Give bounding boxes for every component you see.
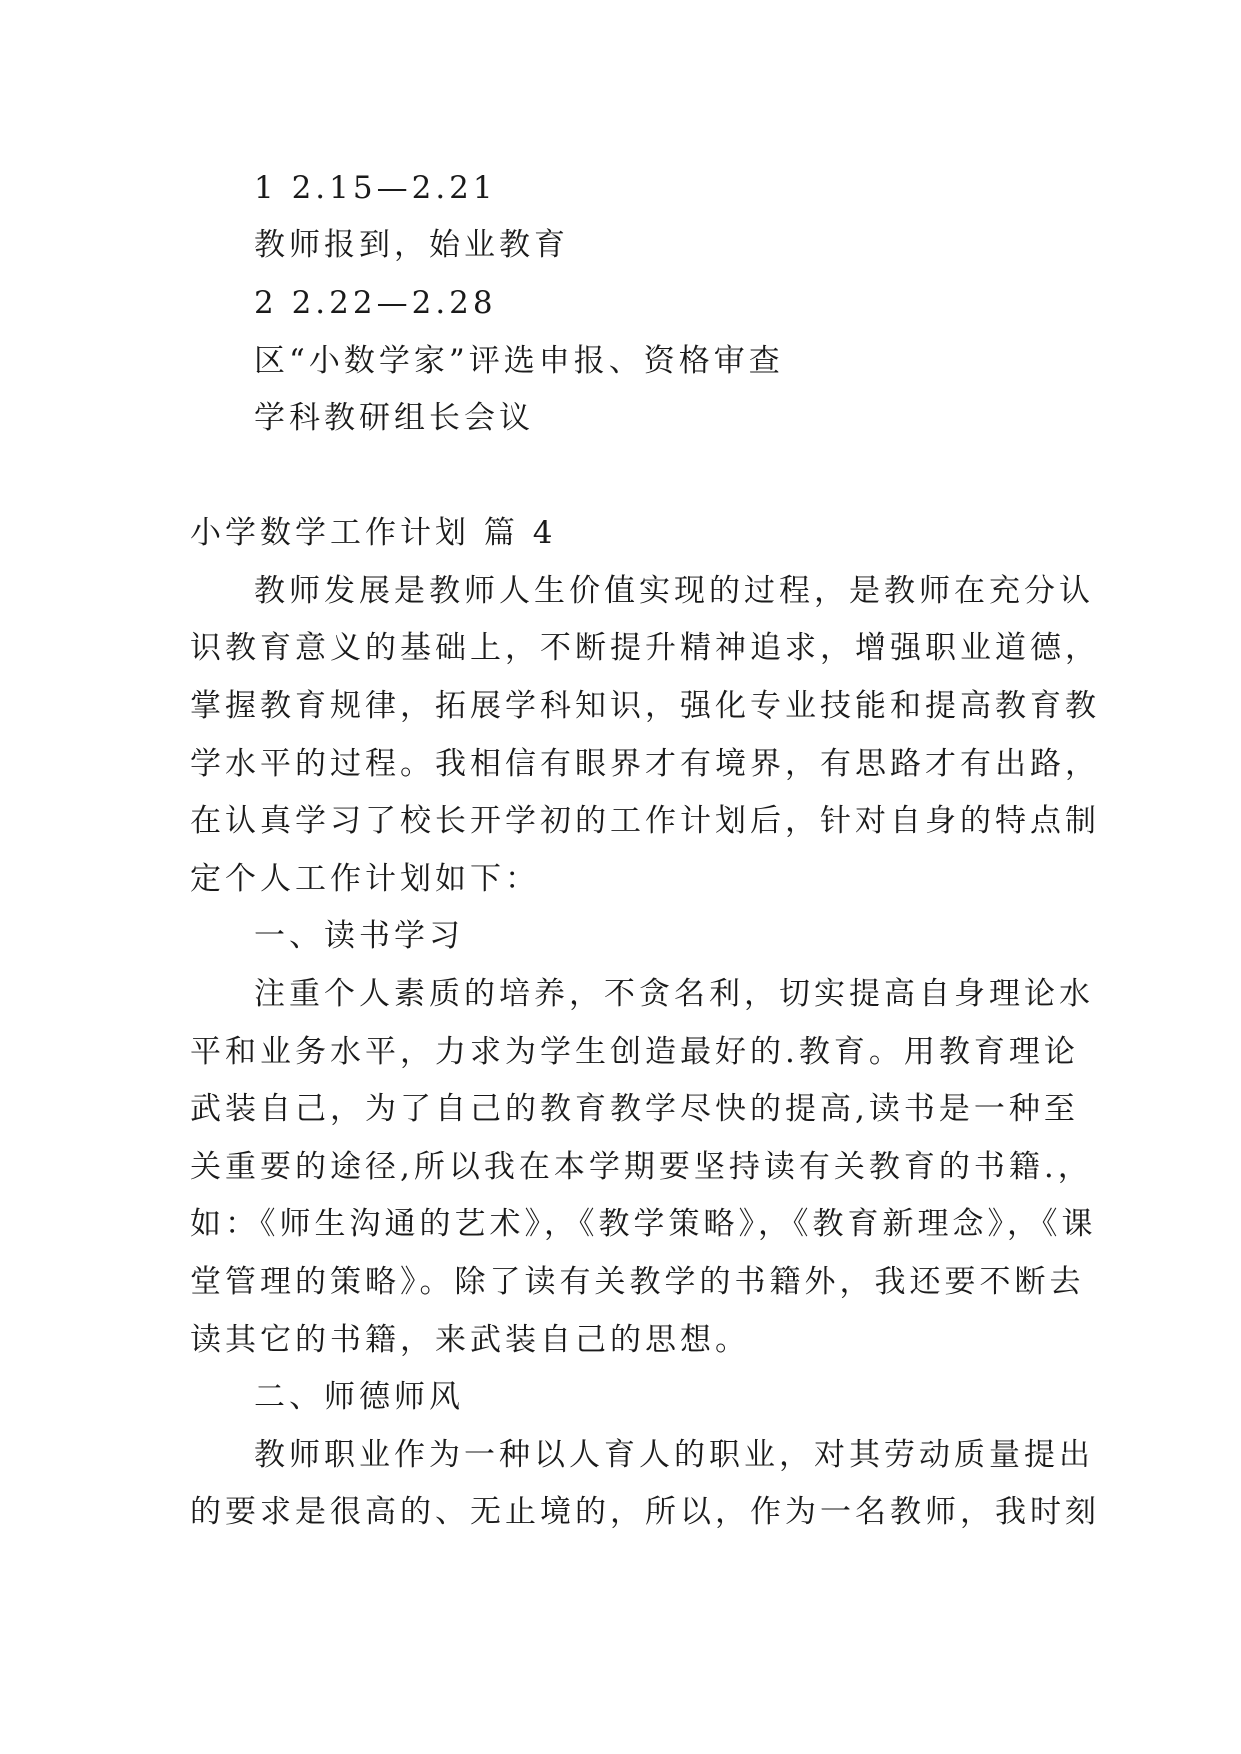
paragraph-line: 在认真学习了校长开学初的工作计划后，针对自身的特点制 [190,803,1100,839]
paragraph-line: 教师职业作为一种以人育人的职业，对其劳动质量提出 [254,1437,1094,1473]
paragraph-line: 识教育意义的基础上，不断提升精神追求，增强职业道德， [190,630,1100,666]
section-title: 小学数学工作计划 篇 4 [190,515,557,551]
schedule-week-1: 1 2.15—2.21 [254,170,497,206]
paragraph-line: 教师发展是教师人生价值实现的过程，是教师在充分认 [254,573,1094,609]
paragraph-line: 注重个人素质的培养，不贪名利，切实提高自身理论水 [254,976,1094,1012]
heading-reading: 一、读书学习 [254,918,464,954]
paragraph-line: 读其它的书籍，来武装自己的思想。 [190,1322,750,1358]
paragraph-line: 武装自己，为了自己的教育教学尽快的提高,读书是一种至 [190,1091,1079,1127]
paragraph-line: 的要求是很高的、无止境的，所以，作为一名教师，我时刻 [190,1494,1100,1530]
heading-ethics: 二、师德师风 [254,1379,464,1415]
paragraph-line: 平和业务水平，力求为学生创造最好的.教育。用教育理论 [190,1034,1079,1070]
paragraph-line: 学水平的过程。我相信有眼界才有境界，有思路才有出路， [190,746,1100,782]
paragraph-line: 如：《师生沟通的艺术》，《教学策略》，《教育新理念》，《课 [190,1206,1097,1242]
schedule-item: 教师报到，始业教育 [254,227,569,263]
paragraph-line: 定个人工作计划如下： [190,861,540,897]
schedule-week-2: 2 2.22—2.28 [254,285,497,321]
paragraph-line: 关重要的途径,所以我在本学期要坚持读有关教育的书籍.， [190,1149,1093,1185]
paragraph-line: 堂管理的策略》。除了读有关教学的书籍外，我还要不断去 [190,1264,1085,1300]
schedule-item: 学科教研组长会议 [254,400,534,436]
schedule-item: 区“小数学家”评选申报、资格审查 [254,343,784,379]
paragraph-line: 掌握教育规律，拓展学科知识，强化专业技能和提高教育教 [190,688,1100,724]
